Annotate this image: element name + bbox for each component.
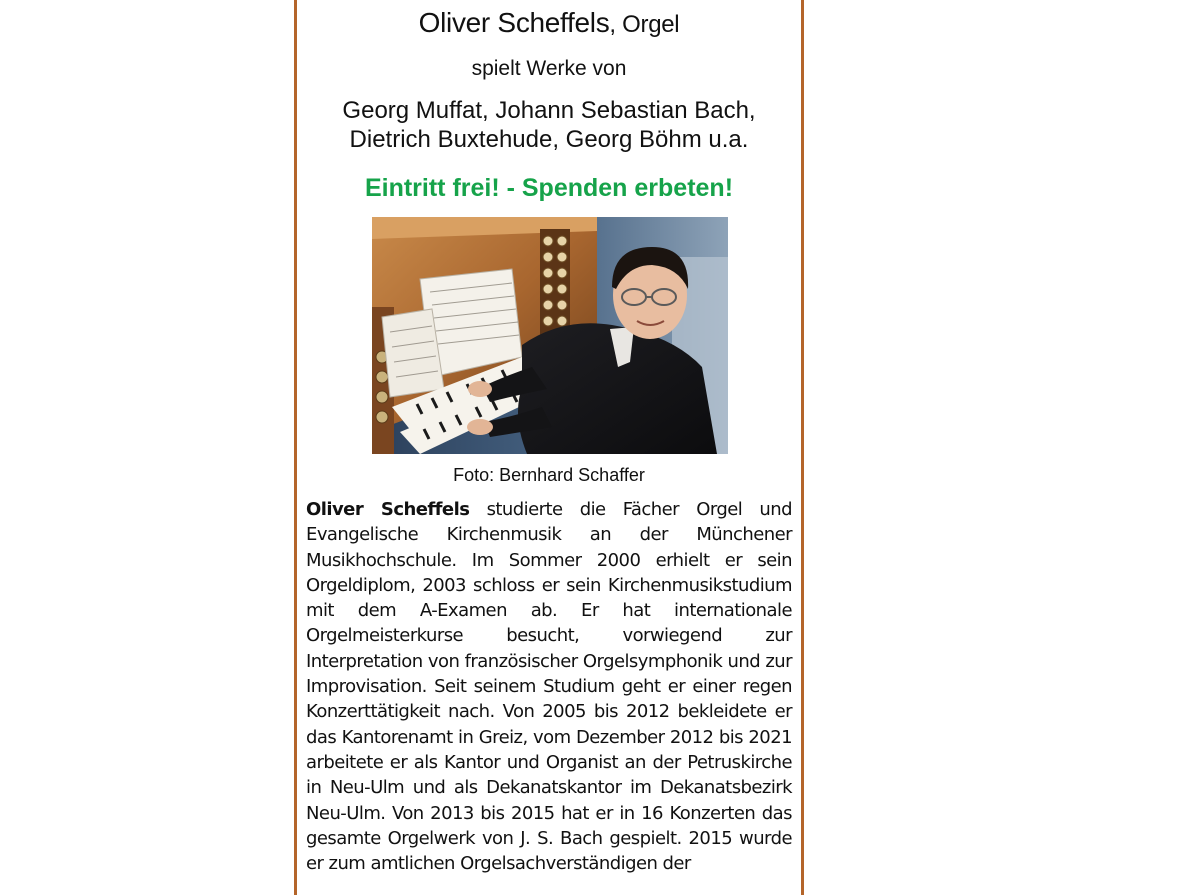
biography-name: Oliver Scheffels	[306, 499, 470, 520]
biography-paragraph	[306, 497, 792, 876]
flyer-page	[294, 0, 804, 895]
organist-photo	[372, 217, 728, 454]
composers-line-1: Georg Muffat, Johann Sebastian Bach,	[342, 97, 756, 124]
performer-name: Oliver Scheffels	[418, 7, 610, 38]
composers-list	[297, 96, 801, 154]
composers-line-2: Dietrich Buxtehude, Georg Böhm u.a.	[349, 126, 749, 153]
performer-role: , Orgel	[609, 11, 680, 38]
organist-photo-image	[372, 217, 728, 454]
performer-heading	[297, 6, 801, 42]
admission-notice: Eintritt frei! - Spenden erbeten!	[364, 174, 734, 202]
biography-text: studierte die Fächer Orgel und Evangelische Kirchenmusik an der Münchener Musikhochschule. Im Sommer 2000 erhielt er sein Orgeldiplom, 2003 schloss er sein Kirchenmusikstudium mit dem A-Examen ab. Er hat internationale Orgelmeisterkurse besucht, vorwiegend zur Interpretation von französischer Orgelsymphonik und zur Improvisation. Seit seinem Studium geht er einer regen Konzerttätigkeit nach. Von 2005 bis 2012 bekleidete er das Kantorenamt in Greiz, vom Dezember 2012 bis 2021 arbeitete er als Kantor und Organist an der Petruskirche in Neu-Ulm und als Dekanatskantor im Dekanatsbezirk Neu-Ulm. Von 2013 bis 2015 hat er in 16 Konzerten das gesamte Orgelwerk von J. S. Bach gespielt. 2015 wurde er zum amtlichen Orgelsachverständigen der	[306, 499, 793, 875]
photo-caption: Foto: Bernhard Schaffer	[453, 465, 645, 485]
program-subtitle: spielt Werke von	[471, 57, 627, 80]
